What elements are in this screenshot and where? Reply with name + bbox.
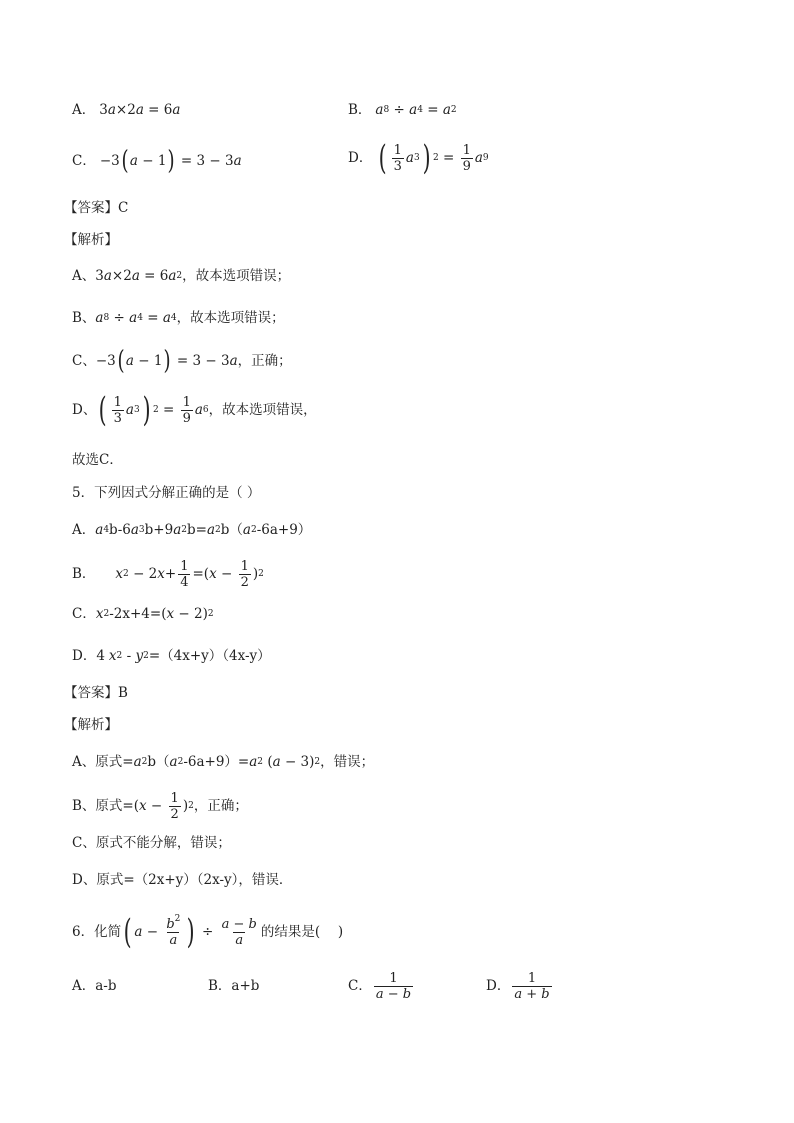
q5-analysis-b: B、原式= ( x − $\frac{1}{2}$ ) 2 ，正确；	[72, 790, 248, 822]
q5-answer: 【答案】B	[64, 685, 128, 701]
q5-analysis-a: A、原式= a 2 b（ a 2 -6a+9）= a 2 ( a − 3) 2 ，错误；	[72, 754, 375, 770]
q5-analysis-d: D、原式=（2x+y）（2x-y），错误．	[72, 872, 293, 888]
q4-analysis-b: B、 a 8 ÷ a 4 = a 4 ，故本选项错误；	[72, 310, 285, 326]
q4-option-a: A． 3 a ×2 a = 6 a	[72, 102, 181, 118]
q4-option-d: D． ( $\frac{1}{3}$ a 3 ) 2 = $\frac{1}{9}$ a 9	[348, 138, 489, 178]
q6-option-b: B．a+b	[208, 978, 260, 994]
q6-option-c: C． $\frac{1}{a - b}$	[348, 970, 412, 1002]
q6-option-d: D． $\frac{1}{a + b}$	[486, 970, 550, 1002]
q5-analysis-title: 【解析】	[64, 717, 118, 733]
q4-option-c: C． −3 ( a − 1 ) = 3 − 3 a	[72, 146, 242, 176]
q5-option-a: A． a 4 b-6 a 3 b+9 a 2 b= a 2 b（ a 2 -6a+9）	[72, 522, 312, 538]
q6-stem: 6．化简 ( a − $\frac{b^2}{a}$ ) ÷ $\frac{a - b}{a}$ 的结果是( )	[72, 912, 344, 952]
q5-option-c: C． x 2 -2x+4= ( x − 2) 2	[72, 606, 214, 622]
q4-analysis-a: A、 3 a ×2 a = 6 a 2 ，故本选项错误；	[72, 268, 291, 284]
q6-option-a: A．a-b	[72, 978, 117, 994]
q5-option-d: D．4 x 2 - y 2 =（4x+y）（4x-y）	[72, 648, 271, 664]
q4-analysis-c: C、 −3 ( a − 1 ) = 3 − 3 a ，正确；	[72, 346, 292, 376]
q5-analysis-c: C、原式不能分解，错误；	[72, 835, 231, 851]
q4-analysis-d: D、 ( $\frac{1}{3}$ a 3 ) 2 = $\frac{1}{9}$ a 6 ，故本选项错误，	[72, 390, 317, 430]
q5-stem: 5．下列因式分解正确的是（ ）	[72, 485, 261, 501]
q4-answer: 【答案】C	[64, 200, 129, 216]
q4-analysis-title: 【解析】	[64, 232, 118, 248]
q5-option-b: B． x 2 − 2 x + $\frac{1}{4}$ =( x − $\frac{1}{2}$ ) 2	[72, 558, 264, 590]
q4-option-b: B． a 8 ÷ a 4 = a 2	[348, 102, 457, 118]
q4-conclusion: 故选C．	[72, 452, 123, 468]
